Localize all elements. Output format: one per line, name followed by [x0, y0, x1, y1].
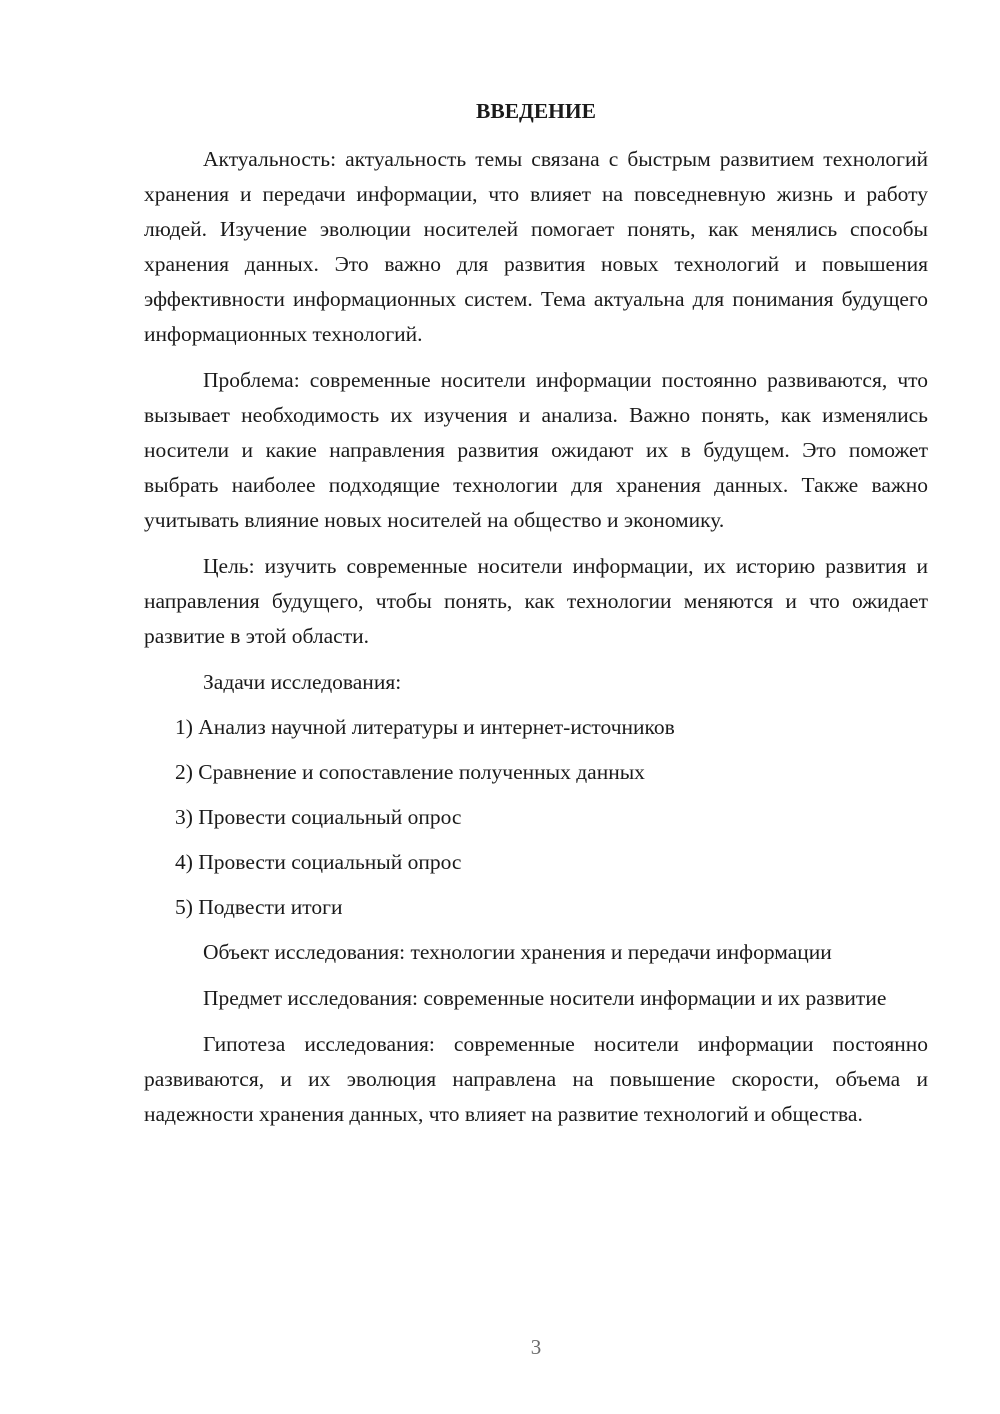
page-number: 3: [530, 1335, 542, 1359]
subject-paragraph: Предмет исследования: современные носители информации и их развитие: [203, 986, 887, 1010]
list-item: 5) Подвести итоги: [175, 895, 343, 919]
object-paragraph: Объект исследования: технологии хранения и передачи информации: [203, 940, 832, 964]
document-page: [144, 94, 928, 1143]
problem-paragraph: Проблема: современные носители информации постоянно развиваются, что вызывает необходимость их изучения и анализа. Важно понять, как изменялись носители и какие направления развития ожидают их в будущем. Это поможет выбрать наиболее подходящие технологии для хранения данных. Также важно учитывать влияние новых носителей на общество и экономику.: [144, 368, 928, 532]
list-item: 2) Сравнение и сопоставление полученных данных: [175, 760, 645, 784]
tasks-list: [144, 710, 928, 925]
list-item: 3) Провести социальный опрос: [175, 805, 462, 829]
list-item: 4) Провести социальный опрос: [175, 850, 462, 874]
relevance-paragraph: Актуальность: актуальность темы связана с быстрым развитием технологий хранения и передачи информации, что влияет на повседневную жизнь и работу людей. Изучение эволюции носителей помогает понять, как менялись способы хранения данных. Это важно для развития новых технологий и повышения эффективности информационных систем. Тема актуальна для понимания будущего информационных технологий.: [144, 147, 928, 346]
goal-paragraph: Цель: изучить современные носители информации, их историю развития и направления будущего, чтобы понять, как технологии меняются и что ожидает развитие в этой области.: [144, 554, 928, 648]
section-title: ВВЕДЕНИЕ: [476, 99, 596, 123]
hypothesis-paragraph: Гипотеза исследования: современные носители информации постоянно развиваются, и их эволюция направлена на повышение скорости, объема и надежности хранения данных, что влияет на развитие технологий и общества.: [144, 1032, 928, 1126]
list-item: 1) Анализ научной литературы и интернет-источников: [175, 715, 675, 739]
tasks-heading: Задачи исследования:: [203, 670, 402, 694]
